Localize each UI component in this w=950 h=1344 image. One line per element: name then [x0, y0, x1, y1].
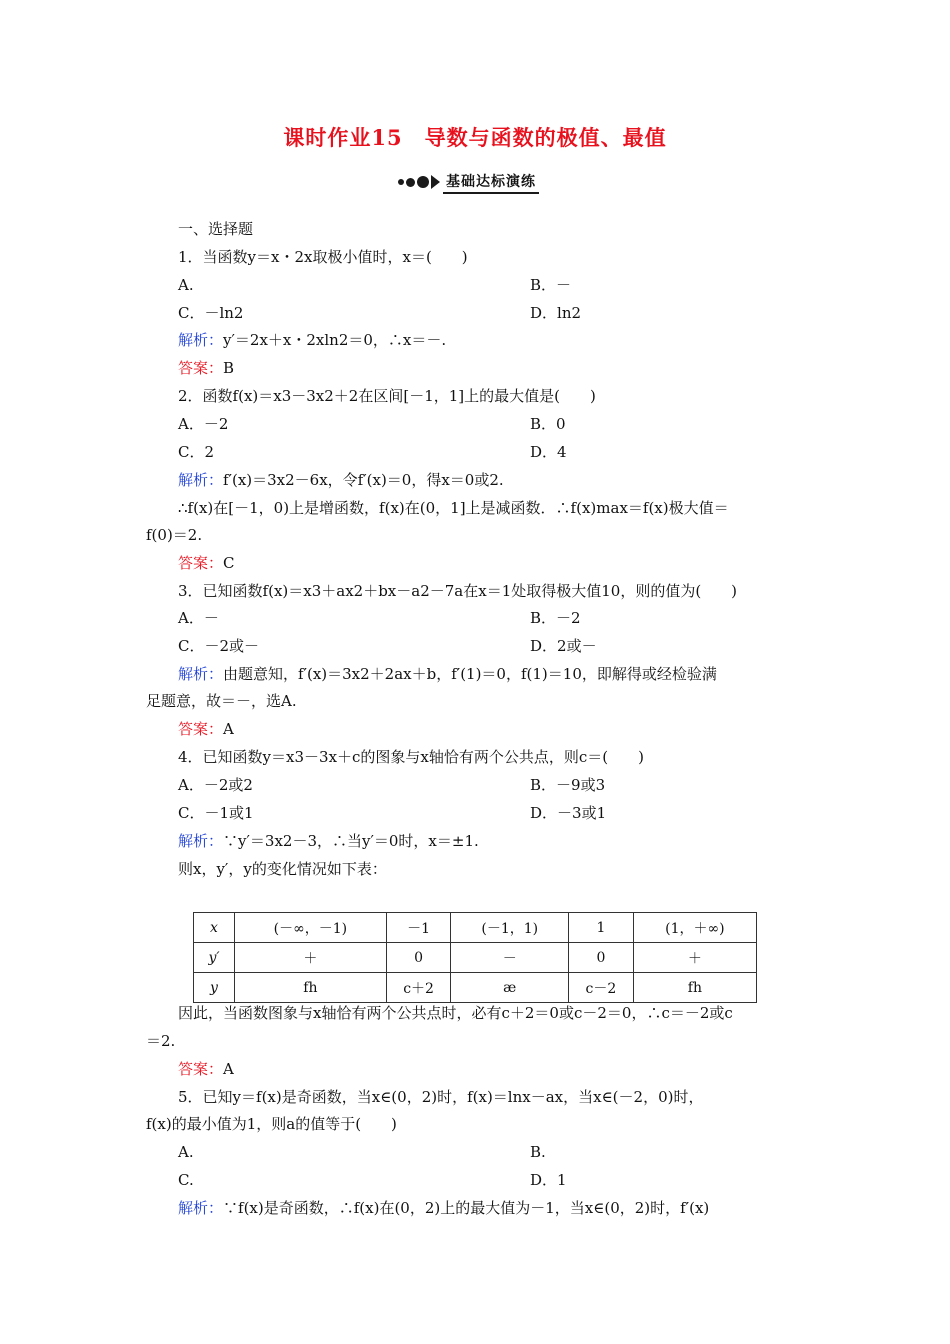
- question-1-option-d: D．ln2: [530, 304, 582, 322]
- banner-dot-icon: [417, 176, 429, 188]
- solution-text: ∵f(x)是奇函数，∴f(x)在(0，2)上的最大值为－1，当x∈(0，2)时，f′(x): [223, 1199, 710, 1217]
- table-cell: 0: [386, 943, 451, 973]
- table-row: [194, 913, 757, 943]
- page-title: 课时作业15 导数与函数的极值、最值: [283, 125, 667, 150]
- table-row: [194, 943, 757, 973]
- question-1-answer: [178, 358, 234, 378]
- question-2-option-b: B．0: [530, 415, 566, 433]
- question-2-option-c: C．2: [178, 443, 215, 461]
- banner-arrow-icon: [431, 175, 440, 189]
- question-2-stem: 2．函数f(x)＝x3－3x2＋2在区间[－1，1]上的最大值是( ): [178, 387, 596, 405]
- question-2-solution: [178, 470, 504, 490]
- question-4-option-a: A．－2或2: [178, 776, 253, 794]
- table-cell: fh: [633, 973, 756, 1003]
- question-4-solution-line-2: 则x，y′，y的变化情况如下表：: [178, 860, 387, 878]
- solution-label: 解析：: [178, 832, 224, 850]
- question-2-option-a: A．－2: [178, 415, 229, 433]
- question-2-answer: [178, 553, 235, 573]
- answer-value: A: [223, 720, 234, 738]
- question-4-answer: [178, 1059, 234, 1079]
- table-row: [194, 973, 757, 1003]
- variation-table: [193, 912, 757, 1003]
- question-4-solution-line-4: ＝2.: [146, 1032, 176, 1050]
- question-3-option-a: A．－: [178, 609, 219, 627]
- table-cell: (1，＋∞): [633, 913, 756, 943]
- table-cell: 0: [569, 943, 634, 973]
- banner-dot-icon: [406, 178, 415, 187]
- solution-text: ∵y′＝3x2－3，∴当y′＝0时，x＝±1.: [223, 832, 479, 850]
- table-cell: y: [194, 973, 235, 1003]
- question-4-option-c: C．－1或1: [178, 804, 254, 822]
- question-5-option-a: A.: [178, 1143, 194, 1161]
- table-cell: (－∞，－1): [235, 913, 387, 943]
- question-1-solution: [178, 330, 446, 350]
- table-cell: (－1，1): [451, 913, 569, 943]
- question-1-option-c: C．－ln2: [178, 304, 244, 322]
- question-3-option-c: C．－2或－: [178, 637, 260, 655]
- section-banner: [398, 172, 539, 192]
- question-5-option-b: B.: [530, 1143, 546, 1161]
- question-5-stem-line-2: f(x)的最小值为1，则a的值等于( ): [146, 1115, 397, 1133]
- question-5-stem: 5．已知y＝f(x)是奇函数，当x∈(0，2)时，f(x)＝lnx－ax，当x∈(－2，0)时，: [178, 1088, 704, 1106]
- solution-text: 由题意知，f′(x)＝3x2＋2ax＋b，f′(1)＝0，f(1)＝10，即解得或经检验满: [223, 665, 717, 683]
- question-3-option-b: B．－2: [530, 609, 581, 627]
- solution-text: y′＝2x＋x・2xln2＝0，∴x＝－.: [223, 331, 447, 349]
- answer-label: 答案：: [178, 359, 224, 377]
- table-cell: y′: [194, 943, 235, 973]
- question-3-stem: 3．已知函数f(x)＝x3＋ax2＋bx－a2－7a在x＝1处取得极大值10，则的值为( ): [178, 582, 738, 600]
- table-cell: fh: [235, 973, 387, 1003]
- question-4-stem: 4．已知函数y＝x3－3x＋c的图象与x轴恰有两个公共点，则c＝( ): [178, 748, 644, 766]
- question-5-solution: [178, 1198, 709, 1218]
- table-cell: æ: [451, 973, 569, 1003]
- question-1-option-a: A.: [178, 276, 194, 294]
- question-1-option-b: B．－: [530, 276, 572, 294]
- table-cell: c＋2: [386, 973, 451, 1003]
- table-cell: －: [451, 943, 569, 973]
- question-3-answer: [178, 719, 234, 739]
- table-cell: 1: [569, 913, 634, 943]
- answer-value: A: [223, 1060, 234, 1078]
- solution-label: 解析：: [178, 665, 224, 683]
- question-4-solution-line-3: 因此，当函数图象与x轴恰有两个公共点时，必有c＋2＝0或c－2＝0，∴c＝－2或c: [178, 1004, 733, 1022]
- answer-label: 答案：: [178, 554, 224, 572]
- question-2-option-d: D．4: [530, 443, 567, 461]
- solution-label: 解析：: [178, 1199, 224, 1217]
- question-4-option-d: D．－3或1: [530, 804, 607, 822]
- answer-value: B: [223, 359, 235, 377]
- section-heading: 一、选择题: [178, 220, 254, 238]
- question-4-solution: [178, 831, 479, 851]
- question-3-solution-line-2: 足题意，故＝－，选A.: [146, 692, 297, 710]
- question-1-stem: 1．当函数y＝x・2x取极小值时，x＝( ): [178, 248, 468, 266]
- table-cell: －1: [386, 913, 451, 943]
- solution-label: 解析：: [178, 471, 224, 489]
- banner-text: 基础达标演练: [443, 171, 539, 194]
- question-2-solution-line-3: f(0)＝2.: [146, 526, 203, 544]
- question-3-option-d: D．2或－: [530, 637, 597, 655]
- banner-dot-icon: [398, 179, 404, 185]
- table-cell: ＋: [633, 943, 756, 973]
- solution-text: f′(x)＝3x2－6x，令f′(x)＝0，得x＝0或2.: [223, 471, 504, 489]
- question-3-solution: [178, 664, 717, 684]
- table-cell: ＋: [235, 943, 387, 973]
- table-cell: c－2: [569, 973, 634, 1003]
- table-cell: x: [194, 913, 235, 943]
- question-4-option-b: B．－9或3: [530, 776, 606, 794]
- question-5-option-c: C.: [178, 1171, 194, 1189]
- answer-value: C: [223, 554, 235, 572]
- question-5-option-d: D．1: [530, 1171, 567, 1189]
- answer-label: 答案：: [178, 720, 224, 738]
- question-2-solution-line-2: ∴f(x)在[－1，0)上是增函数，f(x)在(0，1]上是减函数．∴f(x)max＝f(x)极大值＝: [178, 499, 729, 517]
- answer-label: 答案：: [178, 1060, 224, 1078]
- solution-label: 解析：: [178, 331, 224, 349]
